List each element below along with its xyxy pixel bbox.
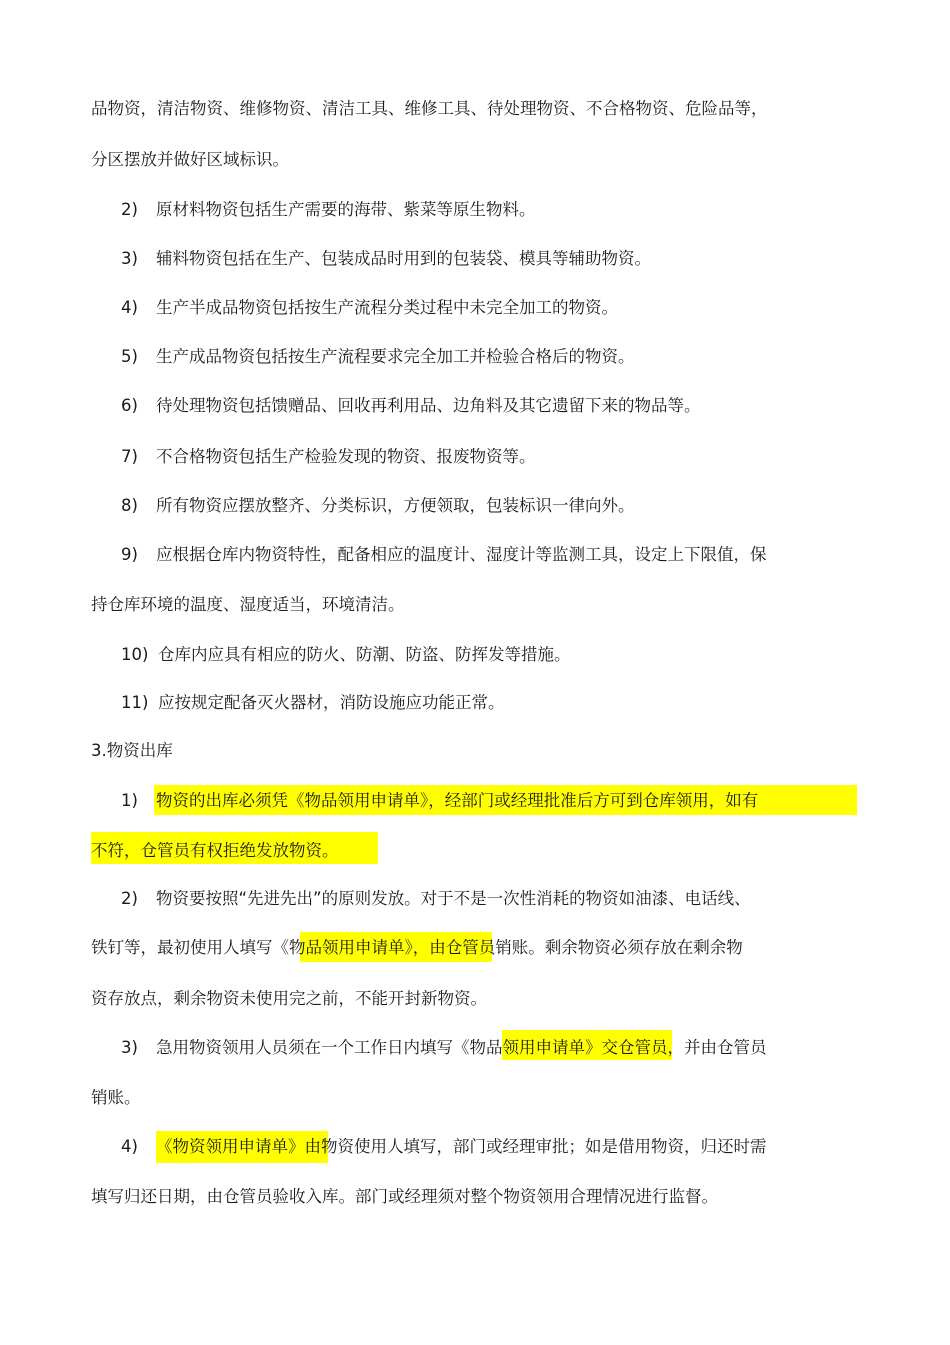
- list-number: 6): [121, 396, 138, 415]
- list-number: 3): [121, 249, 138, 268]
- list-item-continuation: 资存放点，剩余物资未使用完之前，不能开封新物资。: [91, 989, 487, 1008]
- list-item: 《物资领用申请单》由物资使用人填写，部门或经理审批；如是借用物资，归还时需: [156, 1137, 767, 1156]
- list-number: 10): [121, 645, 149, 664]
- list-item-continuation: 持仓库环境的温度、湿度适当，环境清洁。: [91, 595, 405, 614]
- list-number: 4): [121, 1137, 138, 1156]
- list-item-continuation: 铁钉等，最初使用人填写《物品领用申请单》，由仓管员销账。剩余物资必须存放在剩余物: [91, 938, 743, 957]
- list-item: 所有物资应摆放整齐、分类标识，方便领取，包装标识一律向外。: [156, 496, 635, 515]
- list-number: 11): [121, 693, 149, 712]
- list-item: 辅料物资包括在生产、包装成品时用到的包装袋、模具等辅助物资。: [156, 249, 651, 268]
- list-item: 待处理物资包括馈赠品、回收再利用品、边角料及其它遗留下来的物品等。: [156, 396, 701, 415]
- list-item: 原材料物资包括生产需要的海带、紫菜等原生物料。: [156, 200, 536, 219]
- section-heading: 3.物资出库: [91, 741, 173, 760]
- list-item: 仓库内应具有相应的防火、防潮、防盗、防挥发等措施。: [158, 645, 571, 664]
- list-number: 5): [121, 347, 138, 366]
- list-number: 8): [121, 496, 138, 515]
- list-number: 7): [121, 447, 138, 466]
- list-item: 应根据仓库内物资特性，配备相应的温度计、湿度计等监测工具，设定上下限值，保: [156, 545, 767, 564]
- list-item: 生产半成品物资包括按生产流程分类过程中未完全加工的物资。: [156, 298, 618, 317]
- list-item-continuation: 填写归还日期，由仓管员验收入库。部门或经理须对整个物资领用合理情况进行监督。: [91, 1187, 718, 1206]
- list-item: 不合格物资包括生产检验发现的物资、报废物资等。: [156, 447, 536, 466]
- list-number: 1): [121, 791, 138, 810]
- list-item: 物资要按照“先进先出”的原则发放。对于不是一次性消耗的物资如油漆、电话线、: [156, 889, 751, 908]
- list-number: 2): [121, 889, 138, 908]
- text-line: 品物资，清洁物资、维修物资、清洁工具、维修工具、待处理物资、不合格物资、危险品等，: [91, 99, 768, 118]
- list-item: 急用物资领用人员须在一个工作日内填写《物品领用申请单》交仓管员，并由仓管员: [156, 1038, 767, 1057]
- text-line: 分区摆放并做好区域标识。: [91, 150, 289, 169]
- list-number: 2): [121, 200, 138, 219]
- list-item: 物资的出库必须凭《物品领用申请单》，经部门或经理批准后方可到仓库领用，如有: [156, 791, 759, 810]
- list-item: 应按规定配备灭火器材，消防设施应功能正常。: [158, 693, 505, 712]
- list-number: 4): [121, 298, 138, 317]
- list-number: 3): [121, 1038, 138, 1057]
- list-number: 9): [121, 545, 138, 564]
- list-item: 生产成品物资包括按生产流程要求完全加工并检验合格后的物资。: [156, 347, 635, 366]
- list-item-continuation: 销账。: [91, 1088, 141, 1107]
- list-item-continuation: 不符，仓管员有权拒绝发放物资。: [91, 841, 339, 860]
